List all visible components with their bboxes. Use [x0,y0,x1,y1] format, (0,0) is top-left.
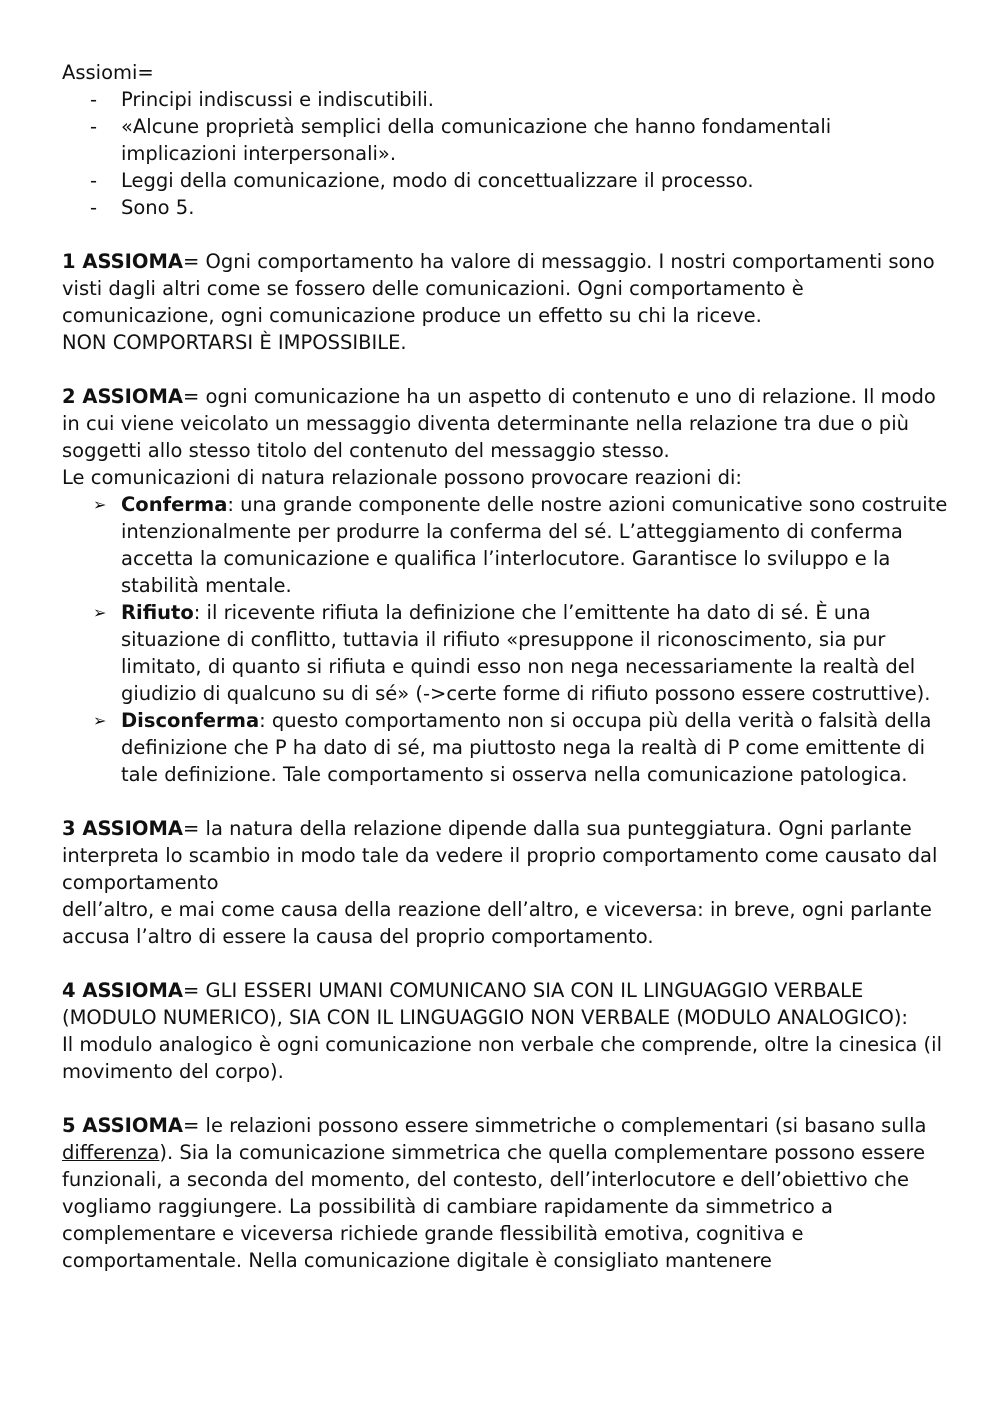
spacer [62,1085,952,1112]
assioma-2-paragraph: 2 ASSIOMA= ogni comunicazione ha un aspetto di contenuto e uno di relazione. Il modo in cui viene veicolato un messaggio diventa determinante nella relazione tra due o più soggetti allo stesso titolo del contenuto del messaggio stesso. [62,385,936,462]
assioma-4-paragraph: 4 ASSIOMA= GLI ESSERI UMANI COMUNICANO SIA CON IL LINGUAGGIO VERBALE (MODULO NUMERICO), SIA CON IL LINGUAGGIO NON VERBALE (MODULO ANALOGICO): [62,979,908,1029]
assioma-4-continuation: Il modulo analogico è ogni comunicazione non verbale che comprende, oltre la cinesica (il movimento del corpo). [62,1033,942,1083]
list-item: - Leggi della comunicazione, modo di concettualizzare il processo. [90,169,754,192]
assioma-4-label: 4 ASSIOMA [62,979,183,1002]
spacer [62,950,952,977]
assioma-3-continuation: dell’altro, e mai come causa della reazione dell’altro, e viceversa: in breve, ogni parlante accusa l’altro di essere la causa del proprio comportamento. [62,898,932,948]
arrow-bullet-icon: ➢ [93,711,107,730]
assioma-1-conclusion: NON COMPORTARSI È IMPOSSIBILE. [62,331,407,354]
intro-list [62,86,952,221]
arrow-bullet-icon: ➢ [93,495,107,514]
assioma-3-paragraph: 3 ASSIOMA= la natura della relazione dipende dalla sua punteggiatura. Ogni parlante interpreta lo scambio in modo tale da vedere il proprio comportamento come causato dal comportamento [62,817,938,894]
list-item: - Principi indiscussi e indiscutibili. [90,88,434,111]
list-item: - «Alcune proprietà semplici della comunicazione che hanno fondamentali implicazioni interpersonali». [90,115,832,165]
assioma-2-label: 2 ASSIOMA [62,385,183,408]
arrow-bullet-icon: ➢ [93,603,107,622]
dash-bullet: - [90,115,98,138]
list-item: - Sono 5. [90,196,195,219]
list-item: ➢ Disconferma: questo comportamento non si occupa più della verità o falsità della definizione che P ha dato di sé, ma piuttosto nega la realtà di P come emittente di tale definizione. Tale comportamento si osserva nella comunicazione patologica. [93,709,932,786]
spacer [62,221,952,248]
assioma-3-label: 3 ASSIOMA [62,817,183,840]
assioma-1-label: 1 ASSIOMA [62,250,183,273]
document-page [62,59,952,1274]
assioma-2-intro-reactions: Le comunicazioni di natura relazionale possono provocare reazioni di: [62,466,742,489]
assioma-5-label: 5 ASSIOMA [62,1114,183,1137]
assioma-5-paragraph: 5 ASSIOMA= le relazioni possono essere simmetriche o complementari (si basano sulla differenza). Sia la comunicazione simmetrica che quella complementare possono essere funzionali, a seconda del momento, del contesto, dell’interlocutore e dell’obiettivo che vogliamo raggiungere. La possibilità di cambiare rapidamente da simmetrico a complementare e viceversa richiede grande flessibilità emotiva, cognitiva e comportamentale. Nella comunicazione digitale è consigliato mantenere [62,1114,927,1272]
spacer [62,356,952,383]
dash-bullet: - [90,196,98,219]
list-item: ➢ Rifiuto: il ricevente rifiuta la definizione che l’emittente ha dato di sé. È una situazione di conflitto, tuttavia il rifiuto «presuppone il riconoscimento, sia pur limitato, di quanto si rifiuta e quindi esso non nega necessariamente la realtà del giudizio di qualcuno su di sé» (->certe forme di rifiuto possono essere costruttive). [93,601,931,705]
reactions-list [62,491,952,788]
spacer [62,788,952,815]
intro-heading: Assiomi= [62,61,154,84]
dash-bullet: - [90,169,98,192]
underlined-term: differenza [62,1141,160,1164]
dash-bullet: - [90,88,98,111]
assioma-1-paragraph: 1 ASSIOMA= Ogni comportamento ha valore di messaggio. I nostri comportamenti sono visti dagli altri come se fossero delle comunicazioni. Ogni comportamento è comunicazione, ogni comunicazione produce un effetto su chi la riceve. [62,250,935,327]
list-item: ➢ Conferma: una grande componente delle nostre azioni comunicative sono costruite intenzionalmente per produrre la conferma del sé. L’atteggiamento di conferma accetta la comunicazione e qualifica l’interlocutore. Garantisce lo sviluppo e la stabilità mentale. [93,493,948,597]
